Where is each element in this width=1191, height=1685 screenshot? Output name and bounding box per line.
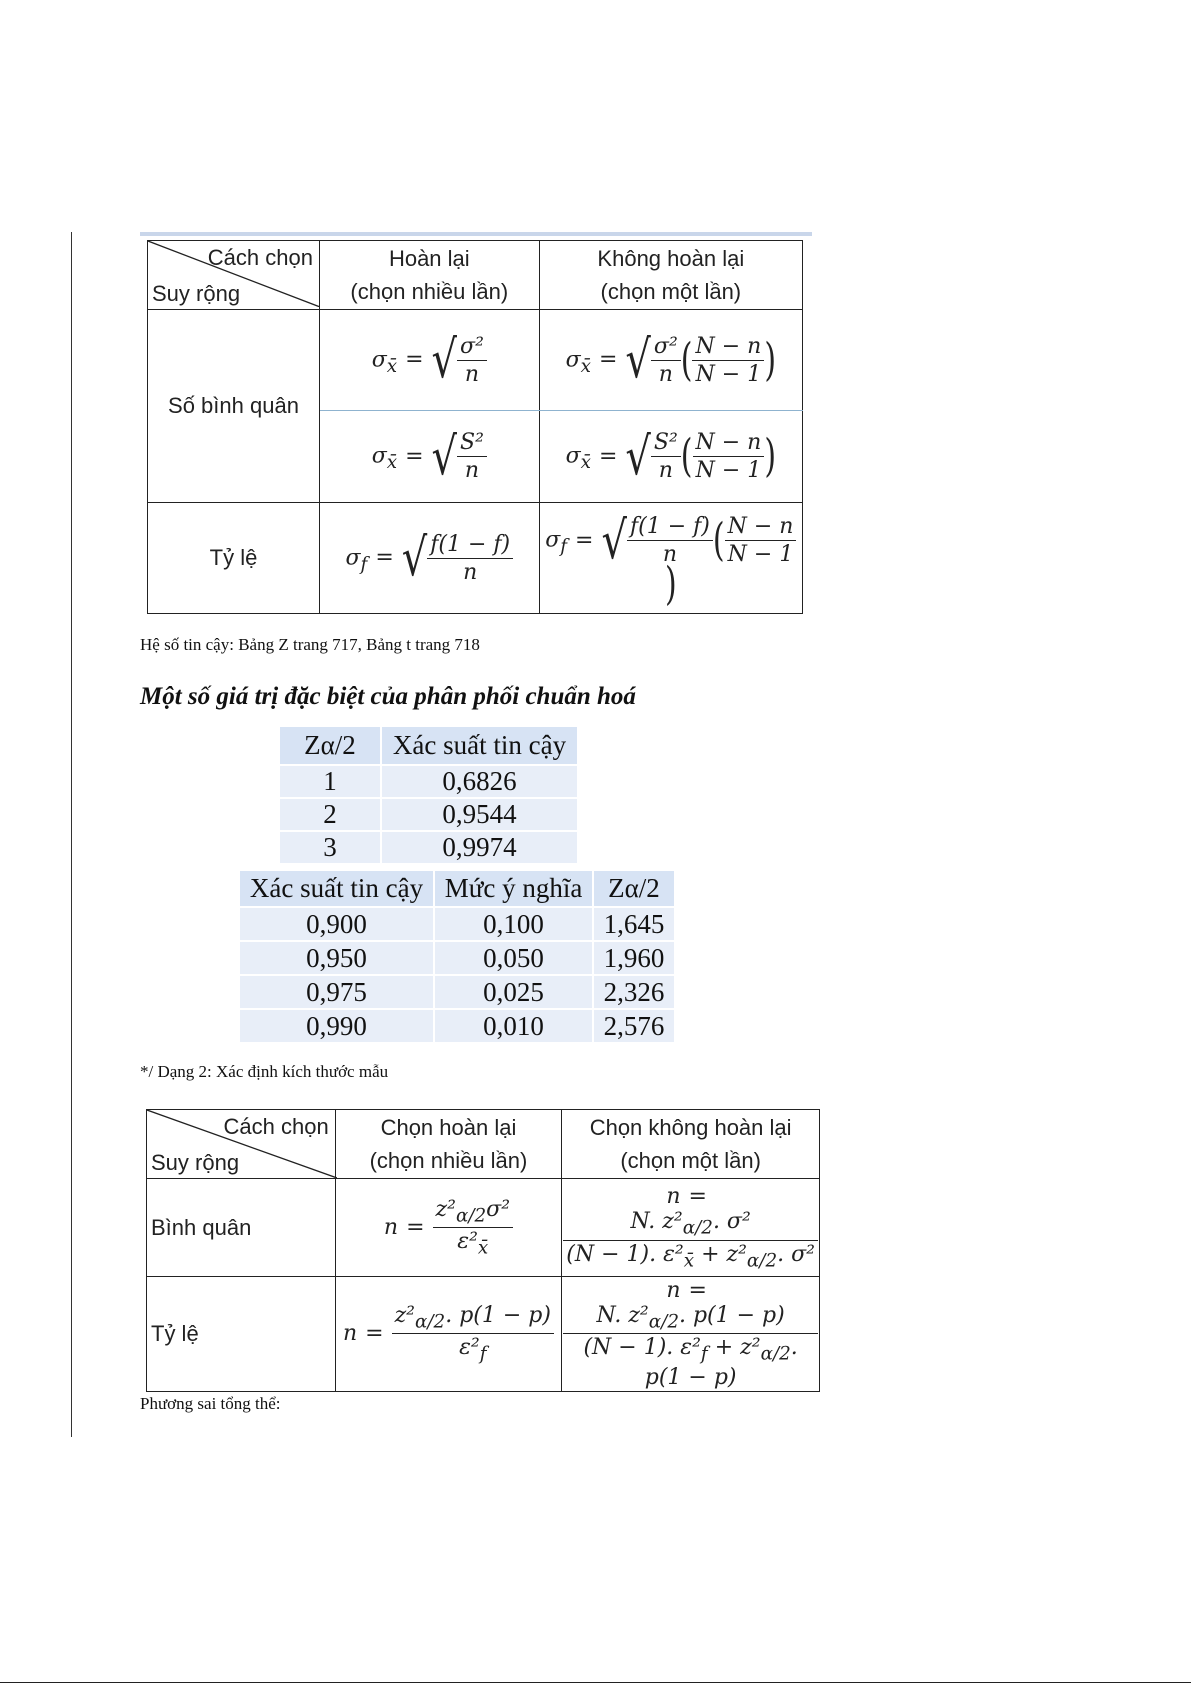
table3-col-no-replacement (562, 1110, 820, 1179)
col-header-line2: (chọn một lần) (600, 279, 742, 304)
table3-corner-cell (147, 1110, 336, 1179)
formula-proportion-replacement: $\sigma_f$ = √ $\frac{f(1 - f)}{n}$ (319, 503, 539, 614)
col-header-line2: (chọn một lần) (620, 1148, 761, 1173)
col-header-line2: (chọn nhiều lần) (350, 279, 509, 304)
table-row (240, 975, 675, 1009)
cell: 0,9544 (381, 798, 578, 831)
col-header-line1: Hoàn lại (388, 246, 470, 271)
cell: 0,990 (240, 1009, 434, 1043)
table1-col-no-replacement (539, 241, 802, 310)
population-variance-label: Phương sai tổng thể: (140, 1394, 281, 1413)
formula-n-proportion-no-replacement: n = $\frac{N. z^2_{\alpha/2}. p(1 - p)}{(N - 1). \varepsilon^2_f + z^2_{\alpha/2}. p(1 - p)}$ (562, 1277, 820, 1392)
formula-mean-sigma-no-replacement: $\sigma_{x̄}$ = √ $\frac{\text{σ²}}{n}$ ( $\frac{N - n}{N - 1}$ ) (539, 310, 802, 411)
z-header: Zα/2 (593, 871, 675, 907)
table1-col-replacement (319, 241, 539, 310)
row-label-mean: Bình quân (147, 1179, 336, 1277)
cell: 2,576 (593, 1009, 675, 1043)
cell: 3 (280, 831, 381, 864)
confidence-coefficient-note: Hệ số tin cậy: Bảng Z trang 717, Bảng t trang 718 (140, 635, 480, 654)
formula-proportion-no-replacement: $\sigma_f$ = √ $\frac{f(1 - f)}{n}$ ( $\frac{N - n}{N - 1}$ ) (539, 503, 802, 614)
sample-size-table (146, 1109, 820, 1392)
left-margin-line (71, 232, 72, 1437)
table-row (280, 798, 578, 831)
col-header-line2: (chọn nhiều lần) (369, 1148, 528, 1173)
col-header-line1: Chọn không hoàn lại (589, 1115, 792, 1140)
page-bottom-rule (0, 1682, 1191, 1683)
cell: 0,9974 (381, 831, 578, 864)
cell: 0,010 (434, 1009, 593, 1043)
table1-corner-cell (148, 241, 320, 310)
table1-top-rule (140, 232, 812, 236)
formula-n-proportion-replacement: n = $\frac{z^2_{\alpha/2}. p(1 - p)}{\varepsilon^2_f}$ (335, 1277, 562, 1392)
row-label-proportion: Tỷ lệ (147, 1277, 336, 1392)
table-row (240, 941, 675, 975)
confidence-levels-table (240, 871, 676, 1044)
formula-n-mean-replacement: n = $\frac{z^2_{\alpha/2}\sigma^2}{\varepsilon^2_{x̄}}$ (335, 1179, 562, 1277)
alpha-header: Mức ý nghĩa (434, 871, 593, 907)
cell: 0,975 (240, 975, 434, 1009)
prob-header: Xác suất tin cậy (381, 727, 578, 765)
cell: 2,326 (593, 975, 675, 1009)
table3-col-replacement (335, 1110, 562, 1179)
cell: 2 (280, 798, 381, 831)
table3-corner-top: Cách chọn (223, 1114, 329, 1139)
section-heading: Một số giá trị đặc biệt của phân phối chuẩn hoá (140, 683, 636, 710)
table1-corner-top: Cách chọn (207, 245, 313, 270)
cell: 1,960 (593, 941, 675, 975)
table3-corner-bottom: Suy rộng (151, 1150, 240, 1175)
table-row (280, 831, 578, 864)
col-header-line1: Chọn hoàn lại (380, 1115, 517, 1140)
formula-mean-s-replacement: $\sigma_{x̄}$ = √ $\frac{\text{S²}}{n}$ (319, 411, 539, 503)
row-label-mean: Số bình quân (148, 310, 320, 503)
table1-corner-bottom: Suy rộng (152, 281, 241, 306)
formula-mean-sigma-replacement: $\sigma_{x̄}$ = √ $\frac{\text{σ²}}{n}$ (319, 310, 539, 411)
formula-mean-s-no-replacement: $\sigma_{x̄}$ = √ $\frac{\text{S²}}{n}$ ( $\frac{N - n}{N - 1}$ ) (539, 411, 802, 503)
table-row (280, 765, 578, 798)
z-values-table (280, 727, 579, 865)
cell: 0,6826 (381, 765, 578, 798)
cell: 1,645 (593, 907, 675, 941)
z-header-text: Zα/2 (304, 730, 356, 760)
cell: 0,950 (240, 941, 434, 975)
cell: 1 (280, 765, 381, 798)
cell: 0,100 (434, 907, 593, 941)
col-header-line1: Không hoàn lại (597, 246, 745, 271)
z-header (280, 727, 381, 765)
cell: 0,050 (434, 941, 593, 975)
cell: 0,025 (434, 975, 593, 1009)
formula-n-mean-no-replacement: n = $\frac{N. z^2_{\alpha/2}. \sigma^2}{(N - 1). \varepsilon^2_{x̄} + z^2_{\alpha/2}. \sigma^2}$ (562, 1179, 820, 1277)
standard-error-table (147, 240, 803, 614)
form2-note: */ Dạng 2: Xác định kích thước mẫu (140, 1062, 389, 1081)
row-label-proportion: Tỷ lệ (148, 503, 320, 614)
table-row (240, 907, 675, 941)
table-row (240, 1009, 675, 1043)
cell: 0,900 (240, 907, 434, 941)
prob-header: Xác suất tin cậy (240, 871, 434, 907)
